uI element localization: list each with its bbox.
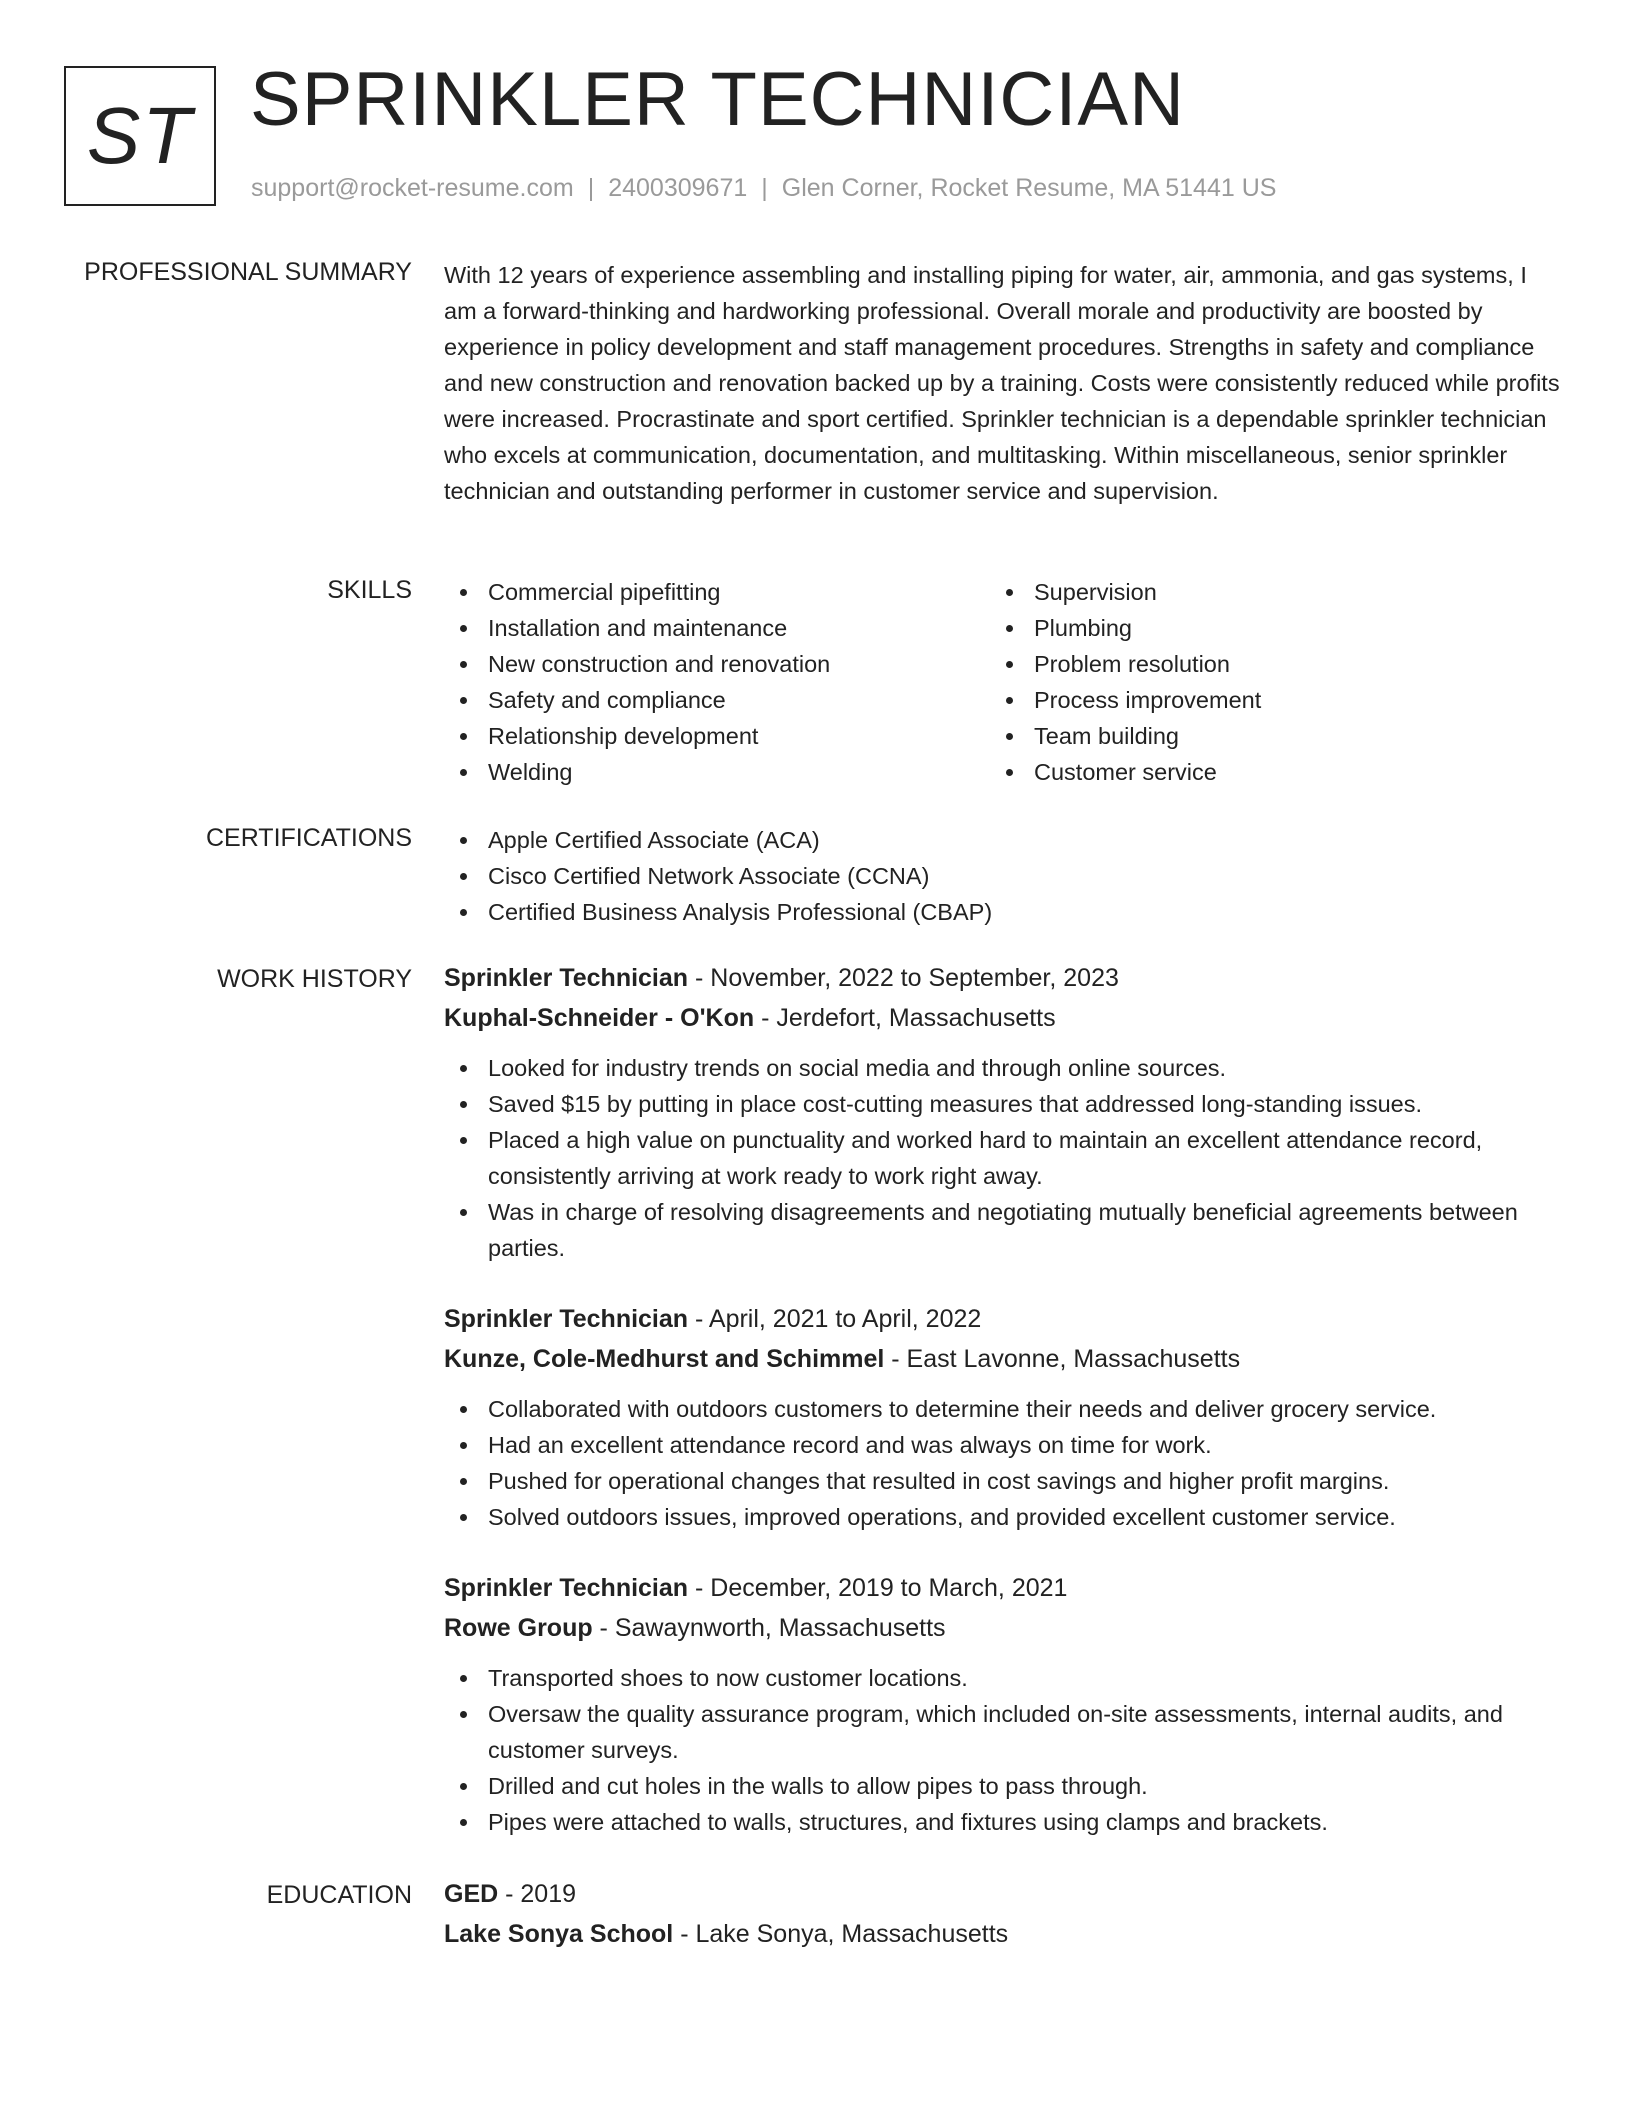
list-item: Supervision bbox=[990, 574, 1536, 610]
list-item: Had an excellent attendance record and was always on time for work. bbox=[444, 1427, 1564, 1463]
job-title-line bbox=[444, 1299, 1564, 1339]
contact-separator: | bbox=[761, 174, 768, 202]
job-bullets bbox=[444, 1660, 1564, 1840]
list-item: Saved $15 by putting in place cost-cutting measures that addressed long-standing issues. bbox=[444, 1086, 1564, 1122]
contact-separator: | bbox=[587, 174, 595, 202]
education-school: Lake Sonya School bbox=[444, 1920, 674, 1948]
job-company: Rowe Group bbox=[444, 1614, 593, 1642]
list-item: Commercial pipefitting bbox=[444, 574, 990, 610]
list-item: Plumbing bbox=[990, 610, 1536, 646]
job-title: Sprinkler Technician bbox=[444, 1305, 689, 1333]
list-item: Drilled and cut holes in the walls to allow pipes to pass through. bbox=[444, 1768, 1564, 1804]
section-label-work-history: WORK HISTORY bbox=[217, 965, 412, 993]
list-item: Pushed for operational changes that resulted in cost savings and higher profit margins. bbox=[444, 1463, 1564, 1499]
job-location: - Jerdefort, Massachusetts bbox=[754, 1004, 1056, 1032]
list-item: Collaborated with outdoors customers to determine their needs and deliver grocery service. bbox=[444, 1391, 1564, 1427]
certifications-section bbox=[444, 822, 1564, 930]
job-title: Sprinkler Technician bbox=[444, 1574, 689, 1602]
job-title-line bbox=[444, 958, 1564, 998]
skills-list-left bbox=[444, 574, 990, 790]
job-company-line bbox=[444, 1608, 1564, 1648]
list-item: Oversaw the quality assurance program, which included on-site assessments, internal audits, and customer surveys. bbox=[444, 1696, 1564, 1768]
section-label-skills: SKILLS bbox=[327, 576, 412, 604]
job-company: Kunze, Cole-Medhurst and Schimmel bbox=[444, 1345, 885, 1373]
job-title: Sprinkler Technician bbox=[444, 964, 689, 992]
list-item: New construction and renovation bbox=[444, 646, 990, 682]
list-item: Looked for industry trends on social media and through online sources. bbox=[444, 1050, 1564, 1086]
list-item: Installation and maintenance bbox=[444, 610, 990, 646]
education-year: - 2019 bbox=[498, 1880, 577, 1908]
certifications-list bbox=[444, 822, 1564, 930]
education-section bbox=[444, 1874, 1564, 1954]
list-item: Problem resolution bbox=[990, 646, 1536, 682]
job-bullets bbox=[444, 1391, 1564, 1535]
job-company-line bbox=[444, 998, 1564, 1038]
summary-text: With 12 years of experience assembling and installing piping for water, air, ammonia, and gas systems, I am a forward-thinking and hardworking professional. Overall morale and productivity are boosted by experience in policy development and staff management procedures. Strengths in safety and compliance and new construction and renovation backed up by a training. Costs were consistently reduced while profits were increased. Procrastinate and sport certified. Sprinkler technician is a dependable sprinkler technician who excels at communication, documentation, and multitasking. Within miscellaneous, senior sprinkler technician and outstanding performer in customer service and supervision. bbox=[444, 262, 1560, 504]
job-entry bbox=[444, 1299, 1564, 1535]
job-dates: - November, 2022 to September, 2023 bbox=[688, 964, 1119, 992]
list-item: Apple Certified Associate (ACA) bbox=[444, 822, 1564, 858]
list-item: Safety and compliance bbox=[444, 682, 990, 718]
job-entry bbox=[444, 1568, 1564, 1840]
job-company-line bbox=[444, 1339, 1564, 1379]
job-bullets bbox=[444, 1050, 1564, 1266]
list-item: Process improvement bbox=[990, 682, 1536, 718]
skills-section bbox=[444, 574, 1564, 790]
job-dates: - April, 2021 to April, 2022 bbox=[688, 1305, 982, 1333]
education-location: - Lake Sonya, Massachusetts bbox=[673, 1920, 1009, 1948]
list-item: Transported shoes to now customer locations. bbox=[444, 1660, 1564, 1696]
list-item: Solved outdoors issues, improved operations, and provided excellent customer service. bbox=[444, 1499, 1564, 1535]
list-item: Pipes were attached to walls, structures, and fixtures using clamps and brackets. bbox=[444, 1804, 1564, 1840]
list-item: Certified Business Analysis Professional (CBAP) bbox=[444, 894, 1564, 930]
contact-address: Glen Corner, Rocket Resume, MA 51441 US bbox=[781, 174, 1277, 202]
list-item: Customer service bbox=[990, 754, 1536, 790]
section-label-certifications: CERTIFICATIONS bbox=[205, 824, 412, 852]
summary-section bbox=[444, 257, 1564, 509]
job-location: - East Lavonne, Massachusetts bbox=[884, 1345, 1241, 1373]
section-label-summary: PROFESSIONAL SUMMARY bbox=[84, 258, 412, 286]
list-item: Team building bbox=[990, 718, 1536, 754]
job-dates: - December, 2019 to March, 2021 bbox=[688, 1574, 1068, 1602]
contact-line bbox=[251, 174, 1276, 203]
education-degree: GED bbox=[444, 1880, 499, 1908]
list-item: Welding bbox=[444, 754, 990, 790]
job-company: Kuphal-Schneider - O'Kon bbox=[444, 1004, 755, 1032]
education-school-line bbox=[444, 1914, 1564, 1954]
education-degree-line bbox=[444, 1874, 1564, 1914]
list-item: Relationship development bbox=[444, 718, 990, 754]
skills-list-right bbox=[990, 574, 1536, 790]
job-title-line bbox=[444, 1568, 1564, 1608]
list-item: Cisco Certified Network Associate (CCNA) bbox=[444, 858, 1564, 894]
list-item: Was in charge of resolving disagreements and negotiating mutually beneficial agreements between parties. bbox=[444, 1194, 1564, 1266]
monogram-logo: ST bbox=[64, 66, 216, 206]
job-entry bbox=[444, 958, 1564, 1266]
section-label-education: EDUCATION bbox=[266, 1881, 412, 1909]
contact-phone: 2400309671 bbox=[608, 174, 748, 202]
job-location: - Sawaynworth, Massachusetts bbox=[592, 1614, 946, 1642]
list-item: Placed a high value on punctuality and worked hard to maintain an excellent attendance record, consistently arriving at work ready to work right away. bbox=[444, 1122, 1564, 1194]
resume-title: SPRINKLER TECHNICIAN bbox=[250, 57, 1186, 142]
contact-email: support@rocket-resume.com bbox=[251, 174, 574, 202]
